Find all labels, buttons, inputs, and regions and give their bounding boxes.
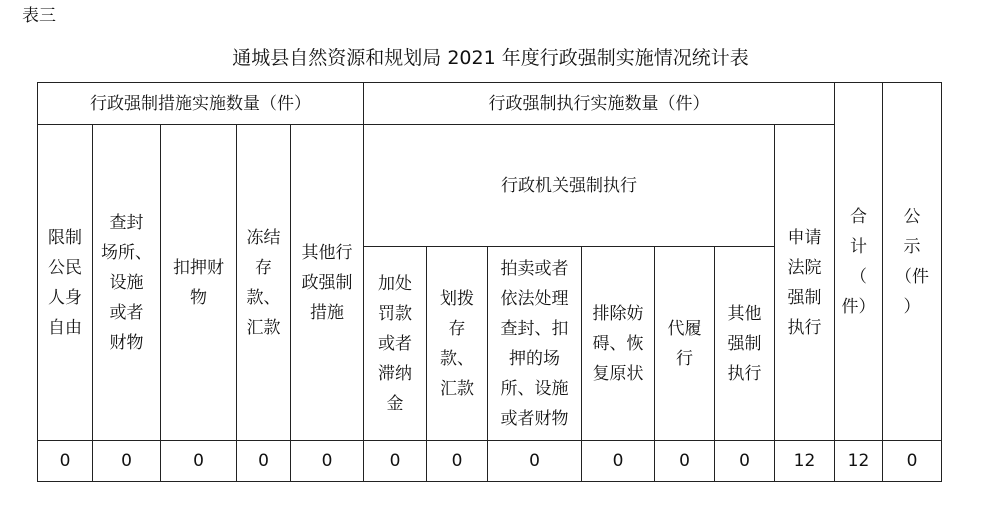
execution-header-other: 其他 强制 执行 <box>715 247 775 441</box>
execution-header-fines: 加处 罚款 或者 滞纳 金 <box>364 247 427 441</box>
measure-header-restrict-freedom: 限制 公民 人身 自由 <box>38 125 93 441</box>
value-cell: 0 <box>291 441 364 482</box>
table-row <box>38 441 942 482</box>
measure-header-seize: 扣押财 物 <box>161 125 237 441</box>
statistics-table <box>37 82 942 482</box>
execution-header-transfer: 划拨 存 款、 汇款 <box>427 247 488 441</box>
table-title: 通城县自然资源和规划局 2021 年度行政强制实施情况统计表 <box>232 47 749 69</box>
value-cell: 0 <box>582 441 655 482</box>
execution-group-header: 行政强制执行实施数量（件） <box>364 83 835 125</box>
value-cell: 12 <box>775 441 835 482</box>
measure-header-seal-up: 查封 场所、 设施 或者 财物 <box>93 125 161 441</box>
value-cell: 0 <box>427 441 488 482</box>
court-execution-header: 申请 法院 强制 执行 <box>775 125 835 441</box>
value-cell: 0 <box>715 441 775 482</box>
total-header: 合 计 （ 件） <box>835 83 883 441</box>
measure-header-other: 其他行 政强制 措施 <box>291 125 364 441</box>
value-cell: 0 <box>364 441 427 482</box>
value-cell: 0 <box>488 441 582 482</box>
publicity-header: 公 示 （件 ） <box>883 83 942 441</box>
value-cell: 0 <box>38 441 93 482</box>
value-cell: 0 <box>655 441 715 482</box>
admin-execution-header: 行政机关强制执行 <box>364 125 775 247</box>
measures-group-header: 行政强制措施实施数量（件） <box>38 83 364 125</box>
total-value-cell: 12 <box>835 441 883 482</box>
publicity-value-cell: 0 <box>883 441 942 482</box>
execution-header-auction: 拍卖或者 依法处理 查封、扣 押的场 所、设施 或者财物 <box>488 247 582 441</box>
execution-header-substitute: 代履 行 <box>655 247 715 441</box>
measure-header-freeze: 冻结 存 款、 汇款 <box>237 125 291 441</box>
value-cell: 0 <box>161 441 237 482</box>
value-cell: 0 <box>93 441 161 482</box>
value-cell: 0 <box>237 441 291 482</box>
execution-header-remove-obstruction: 排除妨 碍、恢 复原状 <box>582 247 655 441</box>
table-label: 表三 <box>22 6 56 26</box>
